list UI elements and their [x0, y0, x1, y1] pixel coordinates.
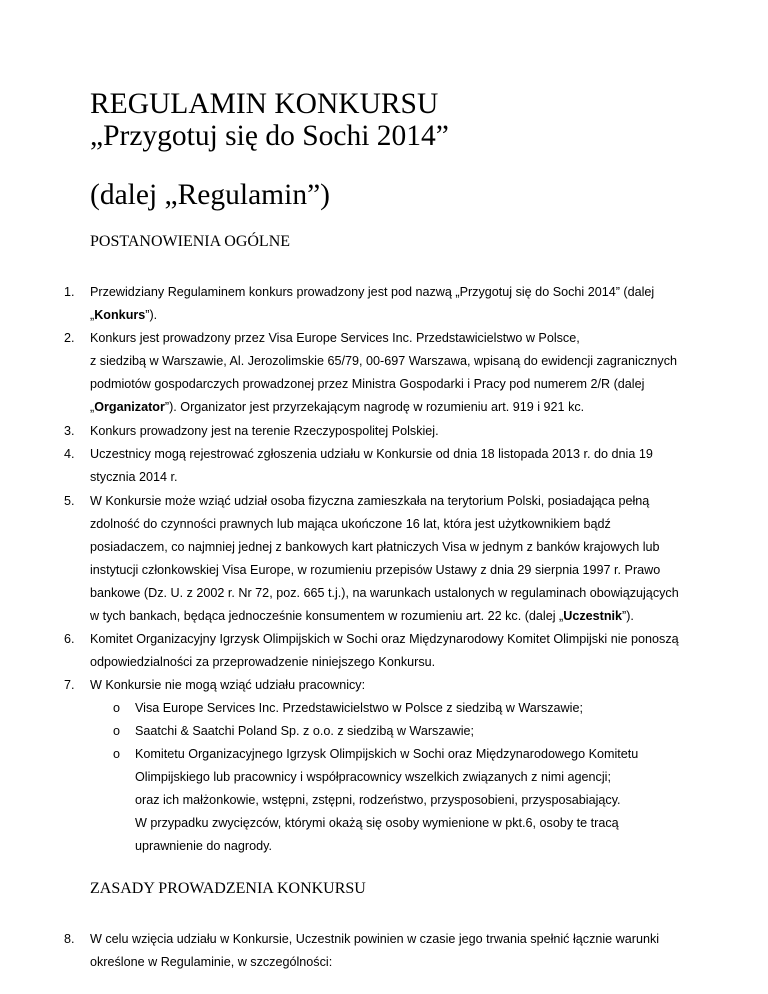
- bullet-text: oraz ich małżonkowie, wstępni, zstępni, rodzeństwo, przysposobieni, przysposabiający.: [135, 793, 621, 807]
- item-number: 1.: [64, 285, 75, 299]
- item-text: Komitet Organizacyjny Igrzysk Olimpijskich w Sochi oraz Międzynarodowy Komitet Olimpijski nie ponoszą: [90, 632, 679, 646]
- defined-term: Uczestnik: [563, 609, 623, 623]
- bullet-marker: o: [113, 747, 121, 761]
- item-number: 4.: [64, 447, 75, 461]
- defined-term: Konkurs: [94, 308, 146, 322]
- item-text: W Konkursie nie mogą wziąć udziału pracownicy:: [90, 678, 366, 692]
- item-text: podmiotów gospodarczych prowadzonej przez Ministra Gospodarki i Pracy pod numerem 2/R (dalej: [90, 377, 645, 391]
- item-text: stycznia 2014 r.: [90, 470, 178, 484]
- section-heading-general: POSTANOWIENIA OGÓLNE: [90, 233, 291, 250]
- item-text: W celu wzięcia udziału w Konkursie, Uczestnik powinien w czasie jego trwania spełnić łącznie warunki: [90, 932, 660, 946]
- bullet-text: W przypadku zwycięzców, którymi okażą się osoby wymienione w pkt.6, osoby te tracą: [135, 816, 619, 830]
- section-heading-rules: ZASADY PROWADZENIA KONKURSU: [90, 880, 366, 897]
- regulation-alias: (dalej „Regulamin”): [90, 179, 330, 211]
- item-text: „Konkurs”).: [90, 308, 158, 322]
- item-text: z siedzibą w Warszawie, Al. Jerozolimskie 65/79, 00-697 Warszawa, wpisaną do ewidencji zagranicznych: [90, 354, 678, 368]
- item-text: w tych bankach, będąca jednocześnie konsumentem w rozumieniu art. 22 kc. (dalej „Uczestnik”).: [90, 609, 634, 623]
- item-text: określone w Regulaminie, w szczególności:: [90, 955, 333, 969]
- item-text: W Konkursie może wziąć udział osoba fizyczna zamieszkała na terytorium Polski, posiadająca pełną: [90, 494, 650, 508]
- item-text: odpowiedzialności za przeprowadzenie niniejszego Konkursu.: [90, 655, 436, 669]
- item-number: 7.: [64, 678, 75, 692]
- item-text: Przewidziany Regulaminem konkurs prowadzony jest pod nazwą „Przygotuj się do Sochi 2014” (dalej: [90, 285, 655, 299]
- item-text: zdolność do czynności prawnych lub mająca ukończone 16 lat, która jest użytkownikiem bądź: [90, 517, 611, 531]
- bullet-text: Komitetu Organizacyjnego Igrzysk Olimpijskich w Sochi oraz Międzynarodowego Komitetu: [135, 747, 639, 761]
- bullet-text: Visa Europe Services Inc. Przedstawicielstwo w Polsce z siedzibą w Warszawie;: [135, 701, 583, 715]
- item-text: „Organizator”). Organizator jest przyrzekającym nagrodę w rozumieniu art. 919 i 921 kc.: [90, 400, 585, 414]
- item-number: 2.: [64, 331, 75, 345]
- bullet-text: uprawnienie do nagrody.: [135, 839, 272, 853]
- item-number: 6.: [64, 632, 75, 646]
- item-number: 8.: [64, 932, 75, 946]
- bullet-marker: o: [113, 701, 121, 715]
- item-number: 3.: [64, 424, 75, 438]
- item-text: instytucji członkowskiej Visa Europe, w rozumieniu przepisów Ustawy z dnia 29 sierpnia 1997 r. Prawo: [90, 563, 661, 577]
- item-text: posiadaczem, co najmniej jednej z bankowych kart płatniczych Visa w jednym z banków krajowych lub: [90, 540, 660, 554]
- contest-name: „Przygotuj się do Sochi 2014”: [90, 120, 449, 152]
- defined-term: Organizator: [94, 400, 165, 414]
- item-text: bankowe (Dz. U. z 2002 r. Nr 72, poz. 665 t.j.), na warunkach ustalonych w regulaminach obowiązujących: [90, 586, 679, 600]
- bullet-text: Saatchi & Saatchi Poland Sp. z o.o. z siedzibą w Warszawie;: [135, 724, 475, 738]
- bullet-marker: o: [113, 724, 121, 738]
- item-text: Konkurs prowadzony jest na terenie Rzeczypospolitej Polskiej.: [90, 424, 439, 438]
- item-number: 5.: [64, 494, 75, 508]
- item-text: Konkurs jest prowadzony przez Visa Europe Services Inc. Przedstawicielstwo w Polsce,: [90, 331, 580, 345]
- bullet-text: Olimpijskiego lub pracownicy i współpracownicy wszelkich związanych z nimi agencji;: [135, 770, 611, 784]
- document-title: REGULAMIN KONKURSU: [90, 88, 439, 120]
- item-text: Uczestnicy mogą rejestrować zgłoszenia udziału w Konkursie od dnia 18 listopada 2013 r. do dnia 19: [90, 447, 653, 461]
